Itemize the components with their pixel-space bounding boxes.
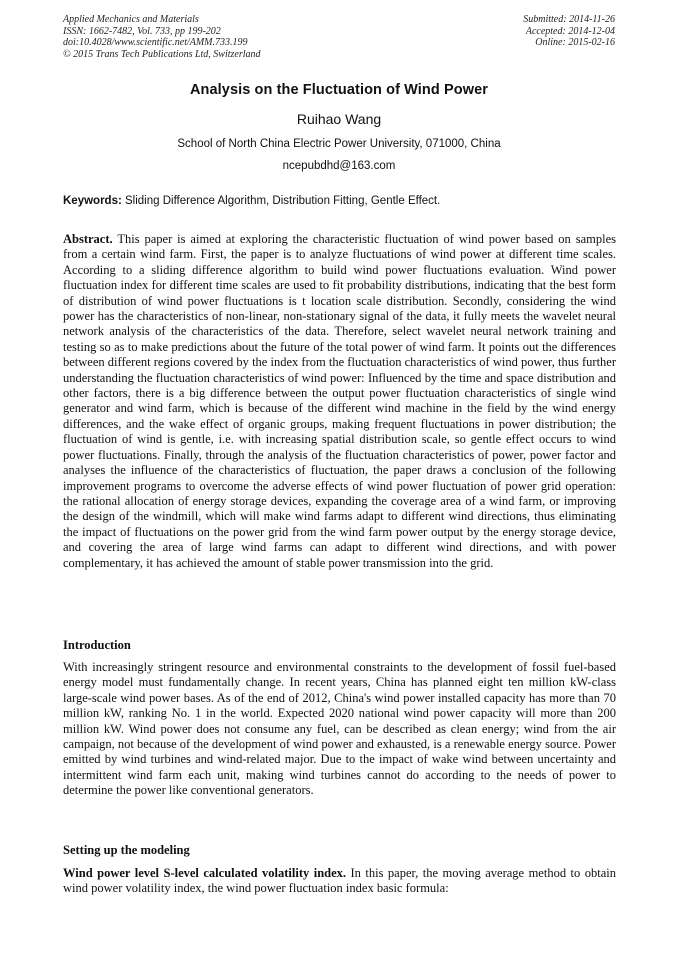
journal-header-right <box>395 14 615 49</box>
abstract-text: This paper is aimed at exploring the characteristic fluctuation of wind power based on samples from a certain wind farm. First, the paper is to analyze fluctuations of wind power at different time scales. According to a sliding difference algorithm to build wind power fluctuations evaluation. Wind power fluctuation index for different time scales are used to fit probability distributions, indicating that the best form of distribution of wind power fluctuations is t location scale distribution. Secondly, considering the wind power has the characteristics of non-linear, non-stationary signal of the data, it fully meets the wavelet neural network analysis of the characteristics of the data. Therefore, select wavelet neural network training and testing so as to make predictions about the future of the total power of wind farm. It points out the differences between different regions covered by the index from the fluctuation characteristics of wind power, thus further understanding the fluctuation characteristics of wind power: Influenced by the time and space distribution and other factors, there is a big difference between the output power fluctuation characteristics of single wind generator and wind farm, which is because of the different wind machine in the field by the wind energy differences, and the wake effect of organic groups, making frequent fluctuations in power distribution; the fluctuation of wind is gentle, i.e. with increasing spatial distribution scale, so gentle effect occurs to wind power fluctuations. Finally, through the analysis of the fluctuation characteristics of power, power factor and analyses the influence of the characteristics of fluctuation, the paper draws a conclusion of the following improvement programs to overcome the adverse effects of wind power fluctuation of power grid operation: the rational allocation of energy storage devices, expanding the coverage area of a wind farm, or improving the design of the windmill, which will make wind farms adapt to different wind directions, thus eliminating the impact of fluctuations on the power grid from the wind farm power output by the energy storage device, and covering the area of large wind farms can adapt to different wind directions, and with power complementary, it has achieved the amount of stable power transmission into the grid. <box>63 232 616 570</box>
author-affiliation: School of North China Electric Power University, 071000, China <box>177 138 501 150</box>
keywords <box>63 195 616 207</box>
setup-paragraph <box>63 866 616 897</box>
author-name: Ruihao Wang <box>296 111 382 127</box>
online-date: Online: 2015-02-16 <box>535 37 615 48</box>
abstract-label: Abstract. <box>63 232 113 246</box>
introduction-paragraph: With increasingly stringent resource and environmental constraints to the development of fossil fuel-based energy model must fundamentally change. In recent years, China has planned eight ten million kW-class large-scale wind power bases. As of the end of 2012, China's wind power installed capacity has more than 70 million kW, ranking No. 1 in the world. Expected 2020 national wind power capacity will more than 200 million kW. Wind power does not consume any fuel, can be described as clean energy; wind from the air campaign, not because of the development of wind power and exhausted, is a renewable energy source. Power emitted by wind turbines and wind-related major. Due to the impact of wake wind between uncertainty and intermittent wind farm each unit, making wind turbines cannot do according to the needs of power to determine the power like conventional generators. <box>63 660 616 798</box>
keywords-text: Sliding Difference Algorithm, Distribution Fitting, Gentle Effect. <box>121 195 441 207</box>
issn-line: ISSN: 1662-7482, Vol. 733, pp 199-202 <box>63 25 221 37</box>
introduction-heading: Introduction <box>63 638 131 652</box>
submitted-date: Submitted: 2014-11-26 <box>523 14 615 25</box>
abstract-paragraph <box>63 232 616 571</box>
keywords-label: Keywords: <box>63 195 122 207</box>
accepted-date: Accepted: 2014-12-04 <box>525 25 615 37</box>
setup-text: In this paper, the moving average method to obtain wind power volatility index, the wind power fluctuation index basic formula: <box>63 866 616 896</box>
setup-lead: Wind power level S-level calculated volatility index. <box>63 866 347 880</box>
paper-title: Analysis on the Fluctuation of Wind Power <box>189 82 488 98</box>
journal-header-left <box>63 14 363 60</box>
journal-name: Applied Mechanics and Materials <box>63 14 199 25</box>
author-email[interactable]: ncepubdhd@163.com <box>282 160 396 172</box>
doi-line[interactable]: doi:10.4028/www.scientific.net/AMM.733.199 <box>63 37 248 48</box>
setup-heading: Setting up the modeling <box>63 843 190 857</box>
copyright-line: © 2015 Trans Tech Publications Ltd, Switzerland <box>63 48 261 60</box>
